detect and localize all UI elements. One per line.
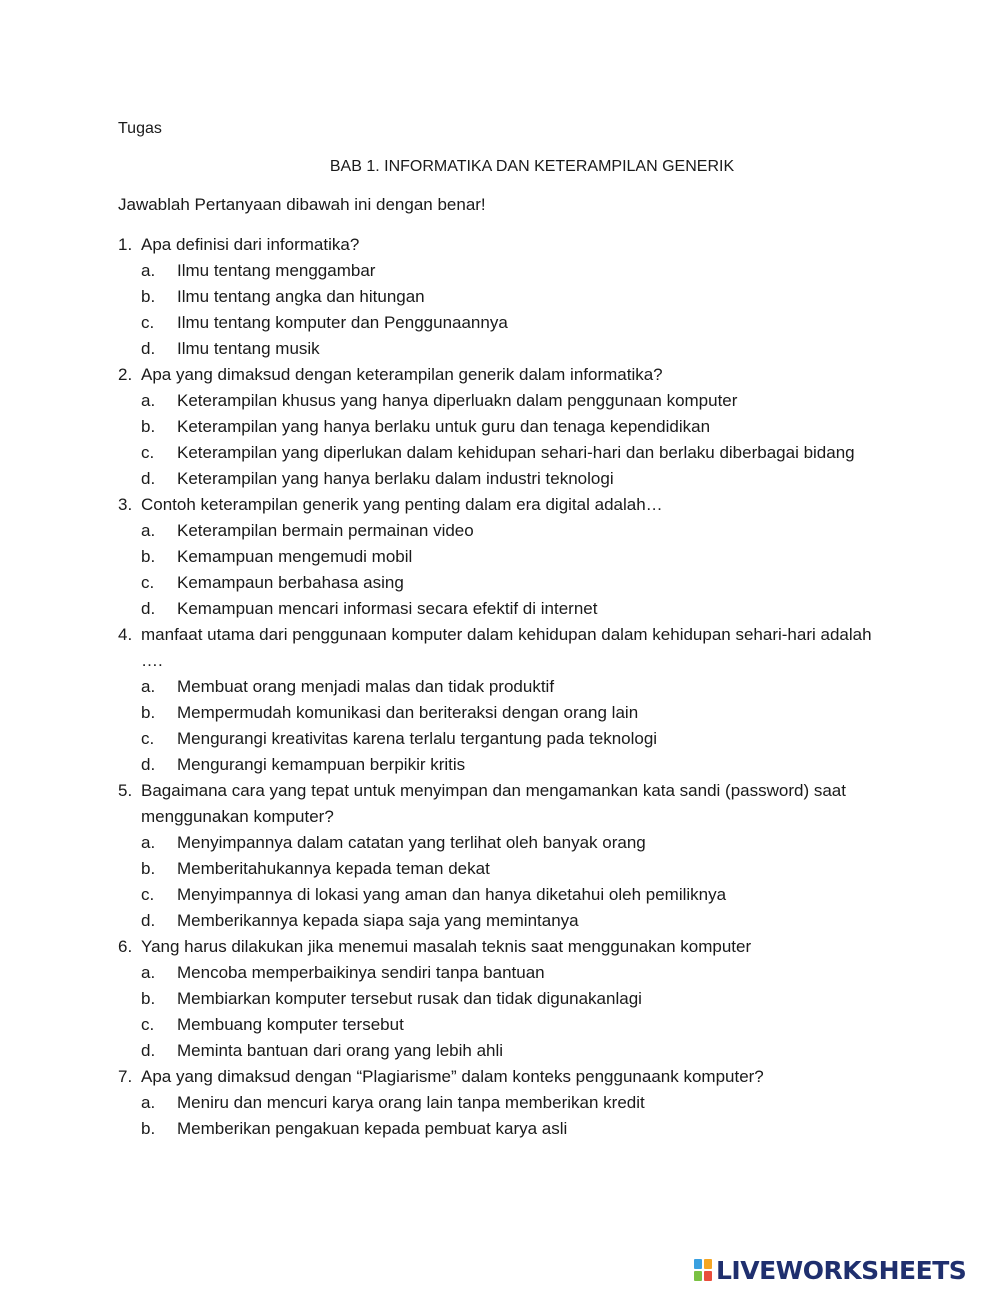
option-letter: a. — [141, 677, 156, 696]
option-letter: b. — [141, 703, 156, 722]
option-text: Membuang komputer tersebut — [177, 1015, 404, 1034]
answer-option — [141, 882, 888, 908]
option-letter: b. — [141, 989, 156, 1008]
answer-option — [141, 726, 888, 752]
option-text: Ilmu tentang menggambar — [177, 261, 376, 280]
option-letter: a. — [141, 391, 156, 410]
option-letter: a. — [141, 521, 156, 540]
question-row — [118, 622, 888, 674]
question-number: 5. — [118, 781, 133, 800]
option-letter: d. — [141, 911, 156, 930]
option-text: Membiarkan komputer tersebut rusak dan tidak digunakanlagi — [177, 989, 642, 1008]
question-list — [118, 232, 888, 1142]
question-text: Apa yang dimaksud dengan keterampilan generik dalam informatika? — [141, 365, 663, 384]
answer-option — [141, 986, 888, 1012]
option-text: Kemampaun berbahasa asing — [177, 573, 404, 592]
option-text: Menyimpannya di lokasi yang aman dan hanya diketahui oleh pemiliknya — [177, 885, 727, 904]
option-letter: c. — [141, 313, 155, 332]
option-text: Ilmu tentang komputer dan Penggunaannya — [177, 313, 508, 332]
question-item — [118, 492, 888, 622]
option-letter: a. — [141, 261, 156, 280]
document-label: Tugas — [118, 120, 162, 137]
question-number: 7. — [118, 1067, 133, 1086]
document-title: BAB 1. INFORMATIKA DAN KETERAMPILAN GENERIK — [329, 158, 735, 175]
answer-option — [141, 544, 888, 570]
option-text: Membuat orang menjadi malas dan tidak produktif — [177, 677, 555, 696]
option-letter: d. — [141, 339, 156, 358]
liveworksheets-logo-icon — [694, 1259, 712, 1281]
instruction-text: Jawablah Pertanyaan dibawah ini dengan benar! — [118, 195, 486, 214]
option-letter: c. — [141, 885, 155, 904]
option-letter: b. — [141, 859, 156, 878]
option-letter: a. — [141, 1093, 156, 1112]
option-text: Memberitahukannya kepada teman dekat — [177, 859, 490, 878]
answer-option — [141, 830, 888, 856]
option-letter: c. — [141, 1015, 155, 1034]
answer-option — [141, 258, 888, 284]
option-text: Keterampilan yang diperlukan dalam kehidupan sehari-hari dan berlaku diberbagai bidang — [177, 443, 855, 462]
question-number: 2. — [118, 365, 133, 384]
answer-option — [141, 388, 888, 414]
option-text: Ilmu tentang angka dan hitungan — [177, 287, 425, 306]
option-letter: c. — [141, 443, 155, 462]
question-text: Contoh keterampilan generik yang penting dalam era digital adalah… — [141, 495, 663, 514]
answer-option — [141, 960, 888, 986]
question-row — [118, 232, 888, 258]
answer-option — [141, 596, 888, 622]
option-text: Keterampilan bermain permainan video — [177, 521, 474, 540]
answer-option — [141, 1116, 888, 1142]
option-text: Mengurangi kreativitas karena terlalu tergantung pada teknologi — [177, 729, 658, 748]
option-letter: d. — [141, 599, 156, 618]
answer-option — [141, 674, 888, 700]
option-letter: d. — [141, 469, 156, 488]
option-letter: b. — [141, 547, 156, 566]
option-text: Kemampuan mencari informasi secara efektif di internet — [177, 599, 598, 618]
option-letter: c. — [141, 573, 155, 592]
question-text: Apa yang dimaksud dengan “Plagiarisme” dalam konteks penggunaank komputer? — [141, 1067, 764, 1086]
question-item — [118, 622, 888, 778]
question-row — [118, 778, 888, 830]
question-item — [118, 778, 888, 934]
option-text: Mempermudah komunikasi dan beriteraksi dengan orang lain — [177, 703, 639, 722]
option-letter: c. — [141, 729, 155, 748]
question-row — [118, 1064, 888, 1090]
answer-option — [141, 310, 888, 336]
option-letter: b. — [141, 287, 156, 306]
option-text: Memberikannya kepada siapa saja yang memintanya — [177, 911, 579, 930]
option-text: Mencoba memperbaikinya sendiri tanpa bantuan — [177, 963, 545, 982]
question-item — [118, 362, 888, 492]
question-item — [118, 232, 888, 362]
option-text: Keterampilan yang hanya berlaku untuk guru dan tenaga kependidikan — [177, 417, 711, 436]
option-text: Keterampilan yang hanya berlaku dalam industri teknologi — [177, 469, 614, 488]
question-row — [118, 362, 888, 388]
question-number: 1. — [118, 235, 133, 254]
option-text: Keterampilan khusus yang hanya diperluakn dalam penggunaan komputer — [177, 391, 738, 410]
option-letter: a. — [141, 963, 156, 982]
question-number: 4. — [118, 625, 133, 644]
logo-text: LIVEWORKSHEETS — [716, 1255, 967, 1285]
answer-option — [141, 1090, 888, 1116]
answer-option — [141, 518, 888, 544]
option-text: Meminta bantuan dari orang yang lebih ahli — [177, 1041, 504, 1060]
option-letter: d. — [141, 1041, 156, 1060]
answer-option — [141, 466, 888, 492]
answer-option — [141, 856, 888, 882]
answer-option — [141, 284, 888, 310]
option-text: Kemampuan mengemudi mobil — [177, 547, 413, 566]
question-row — [118, 934, 888, 960]
option-text: Memberikan pengakuan kepada pembuat karya asli — [177, 1119, 568, 1138]
question-text: Apa definisi dari informatika? — [141, 235, 360, 254]
option-letter: a. — [141, 833, 156, 852]
option-letter: b. — [141, 417, 156, 436]
option-text: Ilmu tentang musik — [177, 339, 320, 358]
option-letter: d. — [141, 755, 156, 774]
question-text: Bagaimana cara yang tepat untuk menyimpan dan mengamankan kata sandi (password) saat menggunakan komputer? — [141, 781, 846, 826]
question-item — [118, 1064, 888, 1142]
answer-option — [141, 908, 888, 934]
worksheet-page — [118, 118, 888, 1142]
answer-option — [141, 752, 888, 778]
answer-option — [141, 1038, 888, 1064]
answer-option — [141, 1012, 888, 1038]
question-number: 3. — [118, 495, 133, 514]
answer-option — [141, 440, 888, 466]
option-letter: b. — [141, 1119, 156, 1138]
liveworksheets-logo — [694, 1256, 966, 1284]
question-row — [118, 492, 888, 518]
answer-option — [141, 414, 888, 440]
question-number: 6. — [118, 937, 133, 956]
answer-option — [141, 336, 888, 362]
answer-option — [141, 570, 888, 596]
answer-option — [141, 700, 888, 726]
question-text: manfaat utama dari penggunaan komputer dalam kehidupan dalam kehidupan sehari-hari adalah …. — [141, 625, 872, 670]
option-text: Meniru dan mencuri karya orang lain tanpa memberikan kredit — [177, 1093, 645, 1112]
question-text: Yang harus dilakukan jika menemui masalah teknis saat menggunakan komputer — [141, 937, 752, 956]
option-text: Menyimpannya dalam catatan yang terlihat oleh banyak orang — [177, 833, 646, 852]
option-text: Mengurangi kemampuan berpikir kritis — [177, 755, 466, 774]
question-item — [118, 934, 888, 1064]
